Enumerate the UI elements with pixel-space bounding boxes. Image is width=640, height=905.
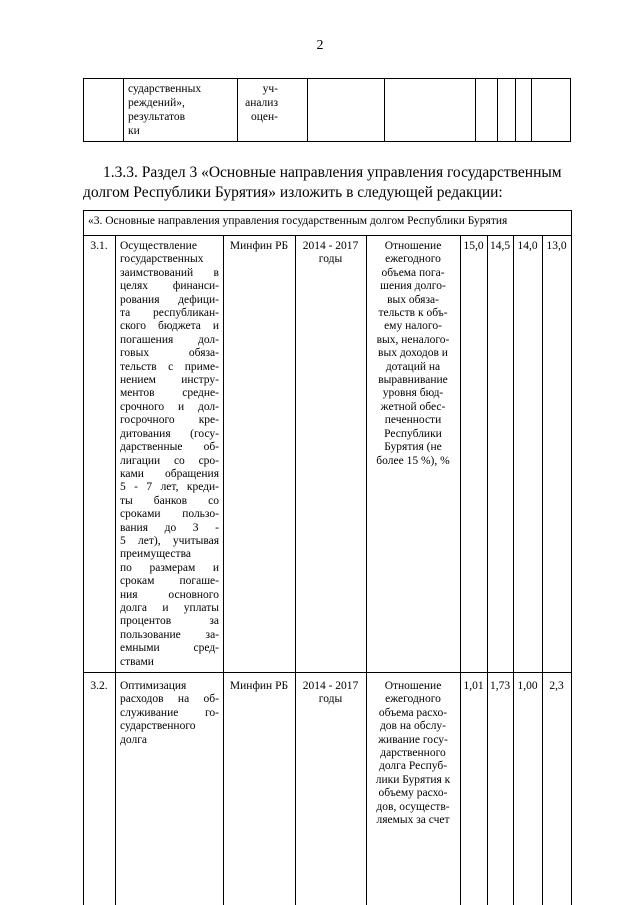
cell-line: заимствований в: [120, 266, 219, 279]
page-number: 2: [316, 38, 324, 53]
cell-line: реждений», анализ: [128, 97, 278, 109]
continuation-text: [128, 82, 278, 138]
section-title: «3. Основные направления управления государственным долгом Республики Бурятия: [88, 215, 508, 227]
cell-line: ния основного: [120, 588, 219, 601]
row-executor: Минфин РБ: [229, 680, 289, 692]
cell-line: вых доходов и: [378, 347, 448, 360]
cell-line: госрочного кре-: [120, 414, 219, 427]
cell-line: ляемых за счет: [376, 814, 450, 827]
cell-line: ствами: [120, 655, 154, 668]
continuation-table: [83, 78, 571, 142]
cell-line: погашения дол-: [120, 333, 219, 346]
cell-line: ты банков со: [120, 494, 219, 507]
cell-line: Осуществление: [120, 240, 197, 252]
cell-line: вания до 3 -: [120, 521, 219, 534]
cell-line: Отношение: [384, 680, 442, 692]
value-2015: 1,73: [489, 680, 511, 692]
cell-line: срокам погаше-: [120, 575, 219, 588]
row-executor: Минфин РБ: [229, 240, 289, 252]
value-2016: 14,0: [517, 240, 538, 252]
amendment-line-1: 1.3.3. Раздел 3 «Основные направления управления государственным: [103, 164, 562, 181]
cell-line: служивание го-: [120, 706, 219, 719]
cell-line: жетной обес-: [380, 400, 446, 413]
cell-line: лигации со сро-: [120, 454, 219, 467]
cell-line: дотаций на: [385, 360, 441, 373]
row-number: 3.2.: [90, 680, 108, 692]
cell-line: дов на обслу-: [379, 720, 447, 733]
row-indicator: [366, 240, 460, 468]
cell-line: объема пога-: [381, 266, 445, 279]
directions-table: [83, 210, 571, 905]
row-period: [295, 680, 366, 707]
cell-line: 2014 - 2017: [302, 680, 359, 692]
cell-line: долга и уплаты: [120, 601, 219, 614]
row-indicator: [366, 680, 460, 827]
value-2016: 1,00: [517, 680, 538, 692]
cell-line: процентов за: [120, 615, 219, 628]
cell-line: та республикан-: [120, 307, 219, 320]
cell-line: дарственного: [380, 747, 446, 760]
row-description: [120, 240, 219, 669]
cell-line: ского бюджета и: [120, 320, 219, 333]
cell-line: более 15 %), %: [376, 454, 450, 467]
cell-line: 5 лет), учитывая: [120, 534, 219, 547]
cell-line: дов, осуществ-: [376, 800, 450, 813]
cell-line: шения долго-: [380, 280, 446, 293]
cell-line: вых обяза-: [387, 293, 439, 306]
cell-line: результатов оцен-: [128, 111, 278, 123]
cell-line: по размерам и: [120, 561, 219, 574]
cell-line: уровня бюд-: [382, 387, 444, 400]
value-2014: 1,01: [463, 680, 484, 692]
cell-line: сударственного: [120, 720, 196, 733]
cell-line: расходов на об-: [120, 693, 219, 706]
cell-line: 5 - 7 лет, креди-: [120, 481, 219, 494]
cell-line: пользование за-: [120, 628, 219, 641]
cell-line: рования дефици-: [120, 293, 219, 306]
cell-line: ежегодного: [385, 693, 441, 706]
row-period: [295, 240, 366, 267]
cell-line: тельств к объ-: [378, 307, 448, 320]
row-description: [120, 680, 219, 747]
value-2015: 14,5: [489, 240, 511, 252]
cell-line: ки: [128, 125, 140, 137]
cell-line: объему расхо-: [378, 787, 448, 800]
cell-line: печенности: [384, 414, 442, 427]
cell-line: 2014 - 2017: [302, 240, 359, 252]
cell-line: ежегодного: [385, 253, 441, 266]
cell-line: сроками пользо-: [120, 508, 219, 521]
cell-line: ментов средне-: [120, 387, 219, 400]
cell-line: срочного и дол-: [120, 400, 219, 413]
cell-line: Отношение: [384, 240, 442, 252]
cell-line: целях финанси-: [120, 280, 219, 293]
cell-line: ему налого-: [384, 320, 442, 333]
value-2014: 15,0: [463, 240, 484, 252]
cell-line: Оптимизация: [120, 680, 187, 692]
cell-line: живание госу-: [378, 733, 448, 746]
cell-line: дитования (госу-: [120, 427, 219, 440]
cell-line: говых обяза-: [120, 347, 219, 360]
cell-line: сударственных уч-: [128, 83, 278, 95]
value-2017: 13,0: [546, 240, 567, 252]
cell-line: тельств с приме-: [120, 360, 219, 373]
row-number: 3.1.: [90, 240, 108, 252]
cell-line: годы: [318, 253, 343, 266]
cell-line: емными сред-: [120, 642, 219, 655]
cell-line: Бурятия (не: [384, 441, 442, 454]
cell-line: лики Бурятия к: [375, 773, 451, 786]
cell-line: нением инстру-: [120, 374, 219, 387]
amendment-line-2: долгом Республики Бурятия» изложить в следующей редакции:: [83, 184, 503, 201]
value-2017: 2,3: [549, 680, 564, 692]
cell-line: Республики: [384, 427, 442, 440]
cell-line: долга: [120, 733, 148, 746]
cell-line: годы: [318, 693, 343, 706]
cell-line: дарственные об-: [120, 441, 219, 454]
cell-line: вых, неналого-: [376, 333, 450, 346]
cell-line: государственных: [120, 253, 204, 266]
cell-line: ками обращения: [120, 467, 219, 480]
cell-line: долга Респуб-: [378, 760, 448, 773]
cell-line: преимущества: [120, 548, 191, 561]
cell-line: выравнивание: [378, 374, 448, 387]
cell-line: объема расхо-: [378, 706, 448, 719]
